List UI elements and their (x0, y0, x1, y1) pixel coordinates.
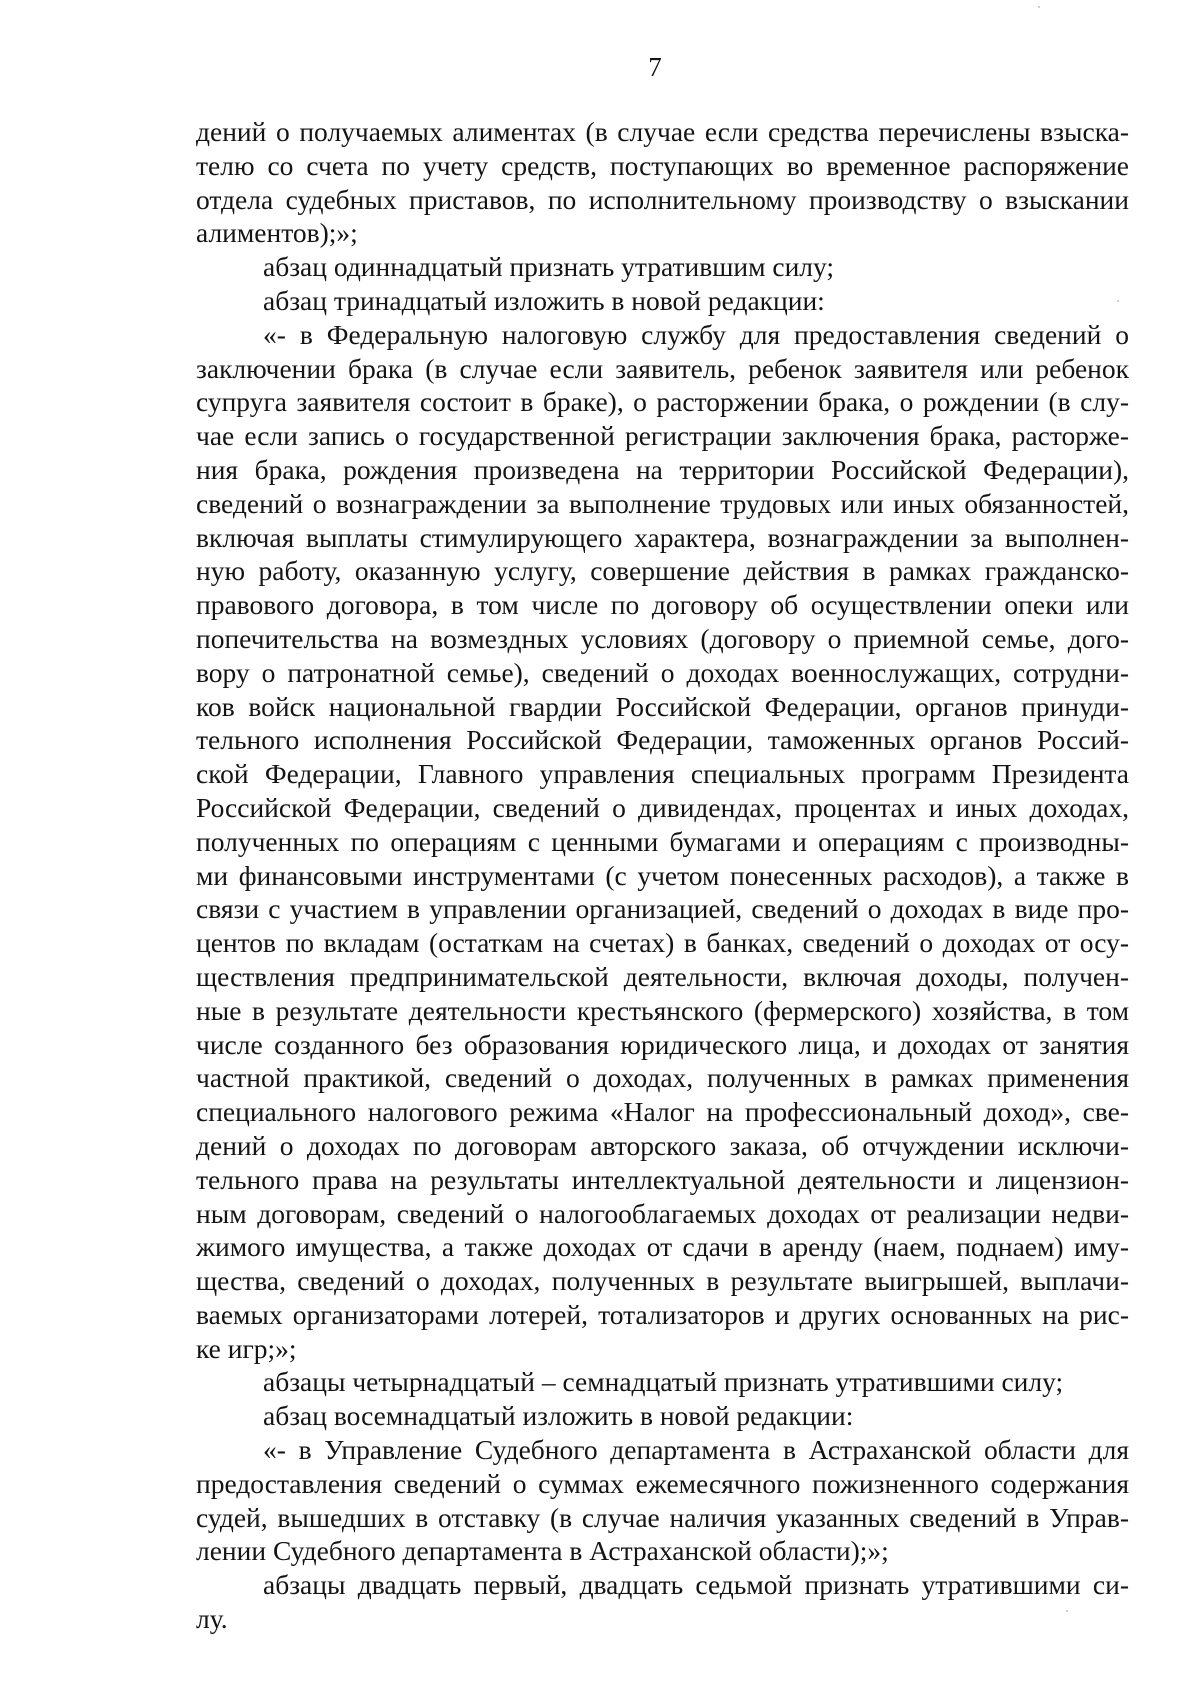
text-line: специального налогового режима «Налог на профессиональный доход», све- (196, 1096, 1129, 1128)
text-line: ми финансовыми инструментами (с учетом понесенных расходов), а также в (196, 859, 1129, 891)
text-line: отдела судебных приставов, по исполнительному производству о взыскании (196, 183, 1129, 215)
text-line: ные в результате деятельности крестьянского (фермерского) хозяйства, в том (196, 994, 1129, 1026)
scan-artifact-dot (1038, 6, 1040, 8)
text-line: ской Федерации, Главного управления специальных программ Президента (196, 758, 1129, 790)
text-line: «- в Федеральную налоговую службу для предоставления сведений о (263, 318, 1129, 350)
scan-artifact-dot (1066, 1610, 1068, 1612)
paragraph (196, 1399, 1129, 1433)
text-line: числе созданного без образования юридического лица, и доходах от занятия (196, 1028, 1129, 1060)
text-line: включая выплаты стимулирующего характера, вознаграждении за выполнен- (196, 521, 1129, 553)
text-line: лу. (196, 1603, 228, 1635)
text-line: телю со счета по учету средств, поступающих во временное распоряжение (196, 149, 1129, 181)
text-line: связи с участием в управлении организацией, сведений о доходах в виде про- (196, 893, 1129, 925)
text-line: жимого имущества, а также доходах от сдачи в аренду (наем, поднаем) иму- (196, 1231, 1129, 1263)
text-line: предоставления сведений о суммах ежемесячного пожизненного содержания (196, 1467, 1129, 1499)
text-line: супруга заявителя состоит в браке), о расторжении брака, о рождении (в слу- (196, 386, 1129, 418)
text-line: абзац восемнадцатый изложить в новой редакции: (263, 1400, 854, 1432)
text-line: ков войск национальной гвардии Российской Федерации, органов принуди- (196, 690, 1129, 722)
paragraph (196, 1568, 1129, 1636)
text-line: попечительства на возмездных условиях (договору о приемной семье, дого- (196, 622, 1129, 654)
scan-artifact-dot (1117, 300, 1119, 302)
text-line: судей, вышедших в отставку (в случае наличия указанных сведений в Управ- (196, 1501, 1129, 1533)
text-line: дений о доходах по договорам авторского заказа, об отчуждении исключи- (196, 1129, 1129, 1161)
text-line: «- в Управление Судебного департамента в Астраханской области для (263, 1434, 1129, 1466)
text-line: правового договора, в том числе по договору об осуществлении опеки или (196, 589, 1129, 621)
text-line: абзацы четырнадцатый – семнадцатый признать утратившими силу; (263, 1366, 1064, 1398)
paragraph (196, 115, 1129, 250)
text-line: абзац одиннадцатый признать утратившим силу; (263, 251, 835, 283)
text-line: заключении брака (в случае если заявитель, ребенок заявителя или ребенок (196, 352, 1129, 384)
text-line: абзац тринадцатый изложить в новой редакции: (263, 284, 825, 316)
text-line: абзацы двадцать первый, двадцать седьмой признать утратившими си- (263, 1569, 1129, 1601)
text-line: вору о патронатной семье), сведений о доходах военнослужащих, сотрудни- (196, 656, 1129, 688)
text-line: ным договорам, сведений о налогооблагаемых доходах от реализации недви- (196, 1197, 1129, 1229)
paragraph (196, 1365, 1129, 1399)
text-line: частной практикой, сведений о доходах, полученных в рамках применения (196, 1062, 1129, 1094)
text-line: алиментов);»; (196, 217, 358, 249)
text-line: ную работу, оказанную услугу, совершение действия в рамках гражданско- (196, 555, 1129, 587)
text-line: Российской Федерации, сведений о дивидендах, процентах и иных доходах, (196, 791, 1129, 823)
text-line: тельного исполнения Российской Федерации, таможенных органов Россий- (196, 724, 1129, 756)
text-line: ния брака, рождения произведена на территории Российской Федерации), (196, 453, 1129, 485)
text-line: ществления предпринимательской деятельности, включая доходы, получен- (196, 960, 1129, 992)
text-line: сведений о вознаграждении за выполнение трудовых или иных обязанностей, (196, 487, 1129, 519)
paragraph (196, 318, 1129, 1366)
paragraph (196, 1433, 1129, 1568)
text-line: ваемых организаторами лотерей, тотализаторов и других основанных на рис- (196, 1298, 1129, 1330)
page-number: 7 (648, 52, 662, 82)
text-line: тельного права на результаты интеллектуальной деятельности и лицензион- (196, 1163, 1129, 1195)
text-line: чае если запись о государственной регистрации заключения брака, расторже- (196, 420, 1129, 452)
text-line: дений о получаемых алиментах (в случае если средства перечислены взыска- (196, 116, 1129, 147)
text-line: щества, сведений о доходах, полученных в результате выигрышей, выплачи- (196, 1265, 1129, 1297)
text-line: лении Судебного департамента в Астраханской области);»; (196, 1535, 889, 1567)
text-line: центов по вкладам (остаткам на счетах) в банках, сведений о доходах от осу- (196, 927, 1129, 959)
paragraph (196, 250, 1129, 284)
text-line: полученных по операциям с ценными бумагами и операциям с производны- (196, 825, 1129, 857)
text-line: ке игр;»; (196, 1332, 297, 1364)
paragraph (196, 284, 1129, 318)
document-body (196, 115, 1129, 1636)
